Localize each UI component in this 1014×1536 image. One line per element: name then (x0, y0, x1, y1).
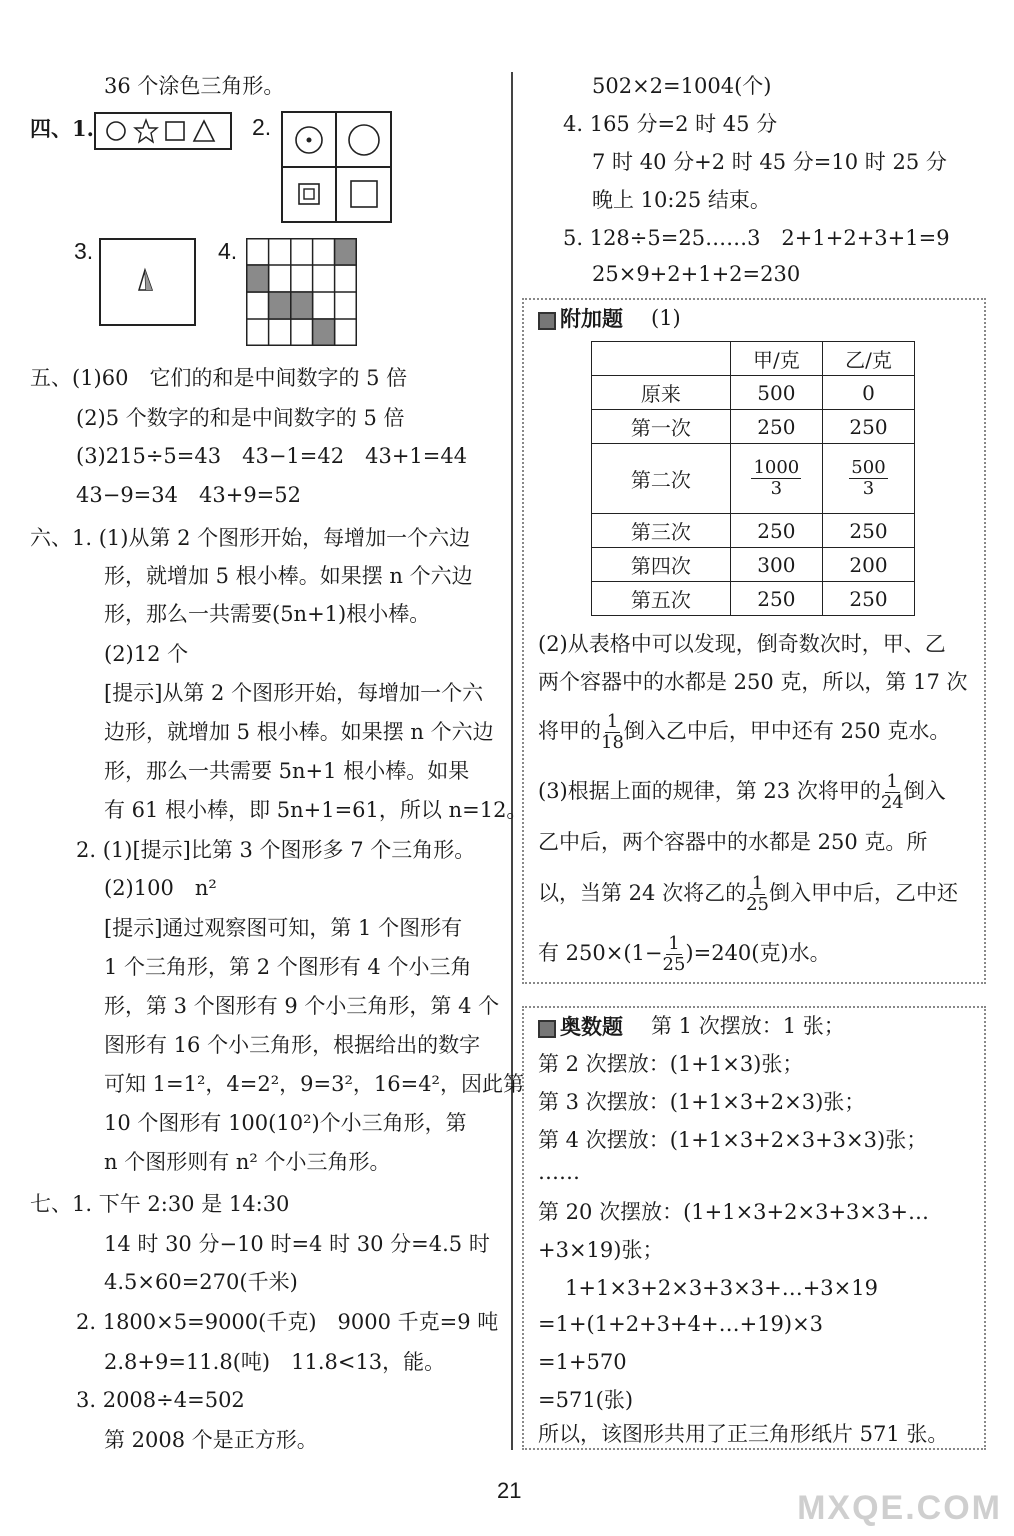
item-number: 4. (218, 238, 238, 264)
text-line-with-fraction (538, 874, 958, 915)
table-cell: 第四次 (592, 548, 731, 582)
table-row (592, 582, 915, 616)
text-line: 乙中后，两个容器中的水都是 250 克。所 (538, 830, 928, 854)
text-line-with-fraction (538, 934, 831, 975)
table-cell: 250 (730, 514, 822, 548)
text-line: 43−9=34 43+9=52 (76, 483, 301, 507)
text-line-with-fraction (538, 772, 946, 813)
fraction-denominator: 25 (746, 893, 769, 915)
fraction (601, 712, 624, 753)
text-line: =1+570 (538, 1350, 627, 1374)
table-cell: 250 (822, 514, 914, 548)
fraction-numerator: 1000 (753, 457, 800, 479)
text-line: 25×9+2+1+2=230 (592, 262, 801, 286)
fraction-numerator: 1 (886, 771, 898, 792)
item-number: 3. (74, 238, 94, 264)
column-divider (511, 72, 513, 1450)
table-cell: 250 (730, 582, 822, 616)
text-line: 1+1×3+2×3+3×3+…+3×19 (565, 1276, 878, 1300)
table-cell: 200 (822, 548, 914, 582)
text-line-with-fraction (538, 712, 950, 753)
grid-2x2-figure (281, 111, 392, 223)
section-icon (538, 1020, 556, 1038)
table-cell: 0 (822, 376, 914, 410)
text-line: 5. 128÷5=25……3 2+1+2+3+1=9 (563, 226, 950, 250)
table-header-row (592, 342, 915, 376)
text-line: (3)215÷5=43 43−1=42 43+1=44 (76, 444, 468, 468)
triangle-shape (194, 121, 214, 141)
text-line: =571(张) (538, 1388, 634, 1412)
text-line: 4. 165 分=2 时 45 分 (563, 112, 778, 136)
text-line: 1 个三角形，第 2 个图形有 4 个小三角 (104, 955, 472, 979)
text-line: 边形，就增加 5 根小棒。如果摆 n 个六边 (104, 720, 494, 744)
text-fragment: 有 250×(1− (538, 940, 663, 965)
text-line: 七、1. 下午 2:30 是 14:30 (30, 1192, 290, 1216)
text-line: 第 2 次摆放：(1+1×3)张； (538, 1052, 804, 1076)
fraction (746, 874, 769, 915)
shapes-box (94, 112, 232, 150)
fraction-denominator: 3 (770, 478, 783, 499)
circle-shape (107, 122, 125, 140)
table-cell: 300 (730, 548, 822, 582)
fraction-numerator: 1 (668, 933, 680, 954)
fraction (849, 458, 887, 499)
table-cell (730, 444, 822, 514)
text-line: 有 61 根小棒，即 5n+1=61，所以 n=12。 (104, 798, 528, 822)
fraction-numerator: 500 (851, 457, 886, 479)
fraction (663, 934, 686, 975)
table-cell: 第二次 (592, 444, 731, 514)
text-fragment: )=240(克)水。 (685, 940, 831, 965)
text-line: +3×19)张； (538, 1238, 664, 1262)
table-cell: 原来 (592, 376, 731, 410)
text-line: (2)5 个数字的和是中间数字的 5 倍 (76, 406, 405, 430)
text-line: 2. (1)[提示]比第 3 个图形多 7 个三角形。 (76, 838, 476, 862)
table-row (592, 548, 915, 582)
text-line: 第 1 次摆放：1 张； (651, 1014, 845, 1038)
watermark: MXQE.COM (797, 1489, 1002, 1527)
text-line: (2)100 n² (104, 876, 217, 900)
fraction (751, 458, 801, 499)
fraction-denominator: 18 (601, 731, 624, 753)
hint-line: [提示]从第 2 个图形开始，每增加一个六 (104, 681, 484, 705)
text-line: 3. 2008÷4=502 (76, 1388, 245, 1412)
text-line: 10 个图形有 100(10²)个小三角形，第 (104, 1111, 467, 1135)
text-line: (2)从表格中可以发现，倒奇数次时，甲、乙 (538, 632, 946, 656)
part-label: (1) (651, 306, 681, 330)
pyramid-figure (99, 238, 196, 326)
text-fragment: 倒入 (903, 778, 946, 803)
table-cell: 250 (822, 582, 914, 616)
table-cell: 250 (730, 410, 822, 444)
extra-question-title: 附加题 (560, 306, 623, 331)
text-line: 502×2=1004(个) (592, 74, 772, 98)
square-shape (166, 122, 184, 140)
text-fragment: 以，当第 24 次将乙的 (538, 880, 747, 905)
shapes-figure (96, 114, 230, 148)
text-line: 4.5×60=270(千米) (104, 1270, 298, 1294)
text-line: 形，第 3 个图形有 9 个小三角形，第 4 个 (104, 994, 500, 1018)
text-line: 六、1. (1)从第 2 个图形开始，每增加一个六边 (30, 526, 471, 550)
fraction-numerator: 1 (606, 711, 619, 732)
text-line: 晚上 10:25 结束。 (592, 188, 771, 212)
text-line: n 个图形则有 n² 个小三角形。 (104, 1150, 391, 1174)
page-number: 21 (497, 1478, 522, 1503)
section-icon (538, 312, 556, 330)
text-line: 可知 1=1²，4=2²，9=3²，16=4²，因此第 (104, 1072, 524, 1096)
text-fragment: 倒入乙中后，甲中还有 250 克水。 (623, 718, 951, 743)
table-row (592, 410, 915, 444)
olympiad-title: 奥数题 (560, 1014, 623, 1039)
text-line: 2.8+9=11.8(吨) 11.8<13，能。 (104, 1350, 446, 1374)
text-fragment: 将甲的 (538, 718, 601, 743)
table-cell (822, 444, 914, 514)
extra-question-header (538, 308, 623, 330)
olympiad-header (538, 1016, 623, 1038)
item-number: 2. (252, 114, 272, 140)
shaded-grid-figure (246, 238, 357, 346)
fraction-denominator: 24 (880, 791, 904, 813)
table-cell: 第一次 (592, 410, 731, 444)
fraction (881, 772, 904, 813)
text-line: 36 个涂色三角形。 (104, 74, 285, 98)
table-header-cell (592, 342, 731, 376)
text-line: 7 时 40 分+2 时 45 分=10 时 25 分 (592, 150, 947, 174)
fraction-denominator: 3 (862, 478, 875, 499)
water-table (591, 341, 915, 616)
text-line: 五、(1)60 它们的和是中间数字的 5 倍 (30, 366, 408, 390)
fraction-numerator: 1 (751, 873, 764, 894)
text-line: …… (538, 1160, 580, 1184)
table-row (592, 514, 915, 548)
table-cell: 500 (730, 376, 822, 410)
hint-line: [提示]通过观察图可知，第 1 个图形有 (104, 916, 463, 940)
text-line: 14 时 30 分−10 时=4 时 30 分=4.5 时 (104, 1232, 490, 1256)
text-line: 第 3 次摆放：(1+1×3+2×3)张； (538, 1090, 866, 1114)
text-line: 所以，该图形共用了正三角形纸片 571 张。 (538, 1422, 949, 1446)
table-header-cell: 乙/克 (822, 342, 914, 376)
star-shape (135, 120, 157, 142)
text-line: 第 20 次摆放：(1+1×3+2×3+3×3+… (538, 1200, 929, 1224)
text-line: 形，那么一共需要(5n+1)根小棒。 (104, 602, 431, 626)
table-cell: 第三次 (592, 514, 731, 548)
fraction-denominator: 25 (662, 953, 686, 975)
text-line: 形，就增加 5 根小棒。如果摆 n 个六边 (104, 564, 473, 588)
text-fragment: 倒入甲中后，乙中还 (768, 880, 958, 905)
text-line: (2)12 个 (104, 642, 189, 666)
section-4-label: 四、1. (30, 116, 94, 141)
text-line: 形，那么一共需要 5n+1 根小棒。如果 (104, 759, 470, 783)
table-row (592, 376, 915, 410)
text-line: 两个容器中的水都是 250 克，所以，第 17 次 (538, 670, 968, 694)
text-fragment: (3)根据上面的规律，第 23 次将甲的 (538, 778, 881, 803)
text-line: 第 4 次摆放：(1+1×3+2×3+3×3)张； (538, 1128, 928, 1152)
text-line: 2. 1800×5=9000(千克) 9000 千克=9 吨 (76, 1310, 499, 1334)
table-cell: 第五次 (592, 582, 731, 616)
table-header-cell: 甲/克 (730, 342, 822, 376)
table-row (592, 444, 915, 514)
text-line: =1+(1+2+3+4+…+19)×3 (538, 1312, 824, 1336)
table-cell: 250 (822, 410, 914, 444)
text-line: 第 2008 个是正方形。 (104, 1428, 318, 1452)
text-line: 图形有 16 个小三角形，根据给出的数字 (104, 1033, 481, 1057)
